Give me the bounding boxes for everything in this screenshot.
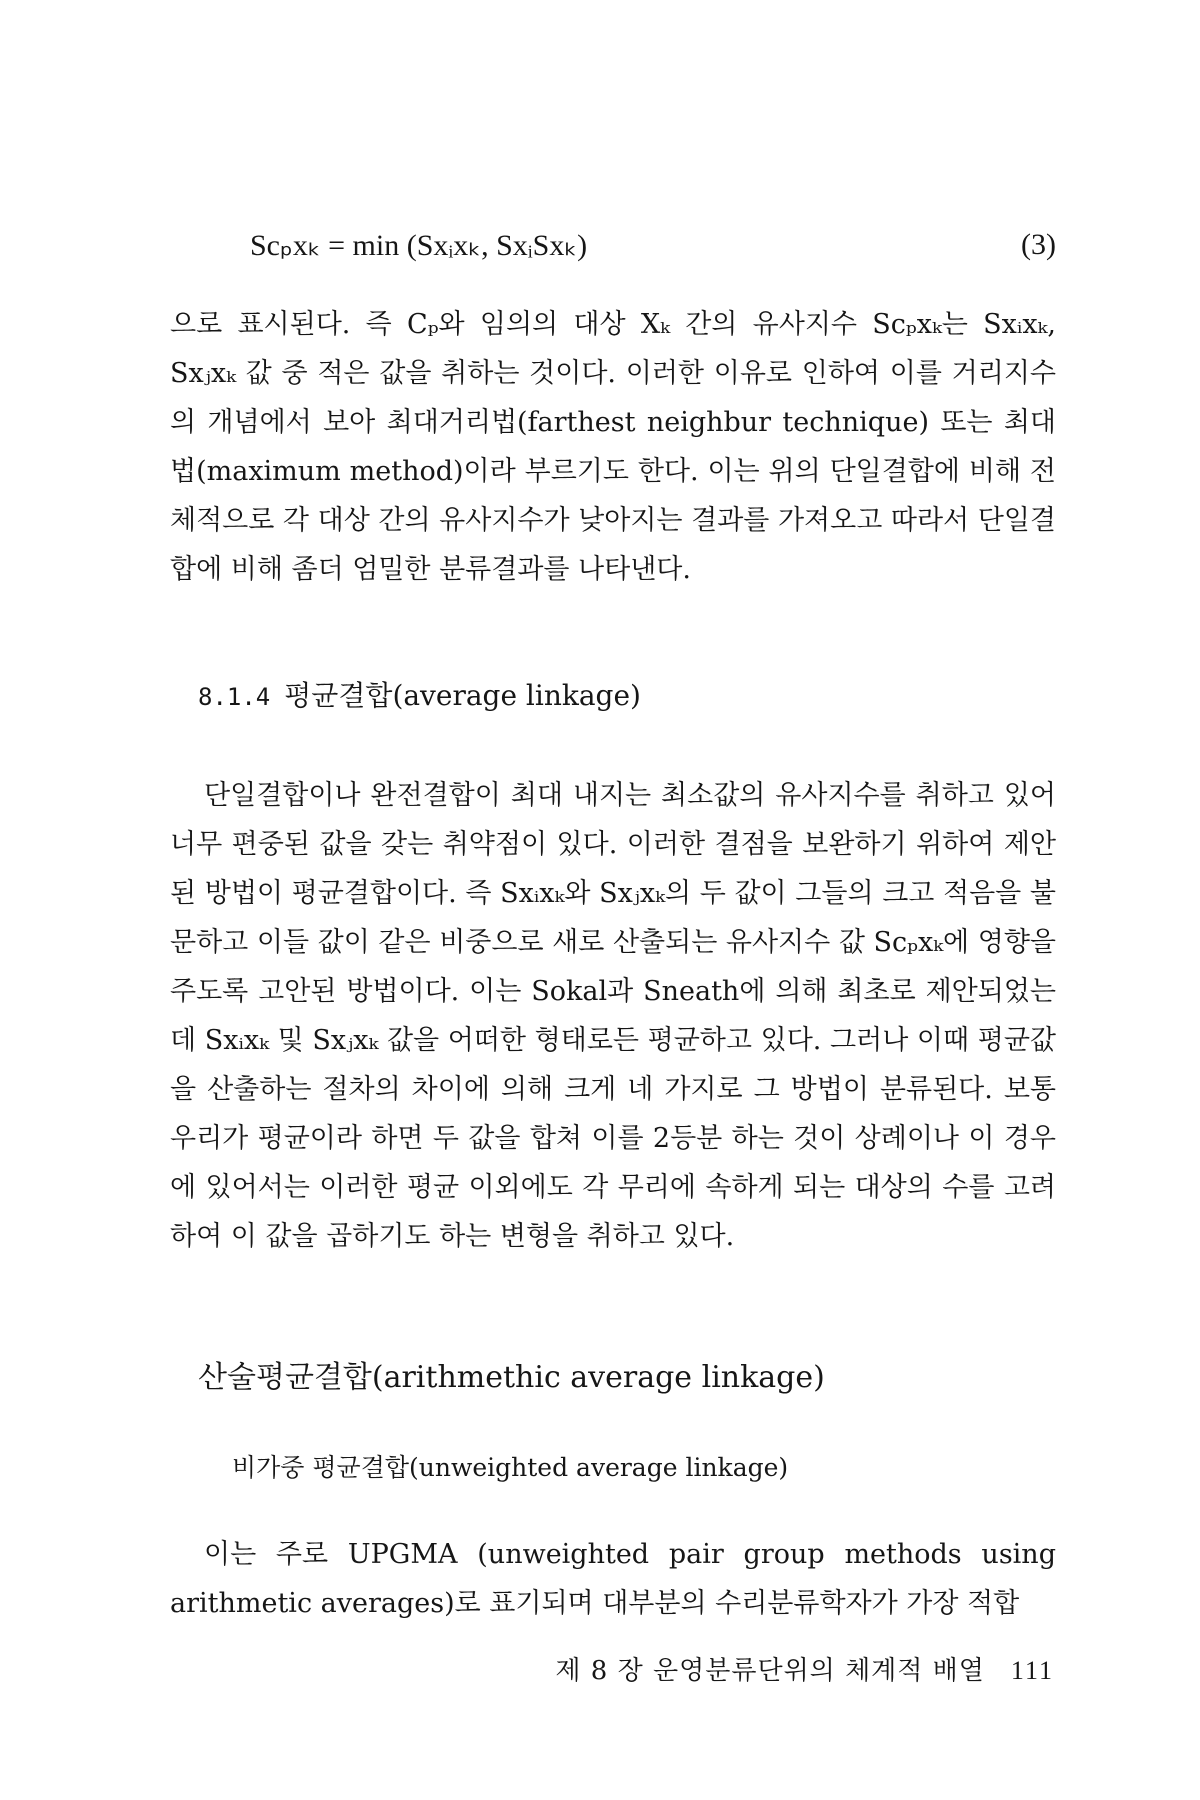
paragraph-text: 이는 주로 UPGMA (unweighted pair group methods using arithmetic averages)로 표기되며 대부분의 수리분류학자가 가장 적합 <box>170 1539 1056 1619</box>
section-title: 평균결합(average linkage) <box>284 679 641 712</box>
paragraph-text: 으로 표시된다. 즉 Cₚ와 임의의 대상 Xₖ 간의 유사지수 Scₚxₖ는 Sxᵢxₖ, Sxⱼxₖ 값 중 적은 값을 취하는 것이다. 이러한 이유로 인하여 이를 거리지수의 개념에서 보아 최대거리법(farthest neighbur technique) 또는 최대법(maximum method)이라 부르기도 한다. 이는 위의 단일결합에 비해 전체적으로 각 대상 간의 유사지수가 낮아지는 결과를 가져오고 따라서 단일결합에 비해 좀더 엄밀한 분류결과를 나타낸다. <box>170 309 1056 585</box>
page-number: 111 <box>1010 1656 1054 1685</box>
equation-3 <box>250 228 1056 263</box>
paragraph-complete-linkage <box>170 300 1056 594</box>
equation-text: Scₚxₖ = min (Sxᵢxₖ, SxᵢSxₖ) <box>250 229 588 262</box>
paragraph-upgma <box>170 1530 1056 1628</box>
chapter-title: 제 8 장 운영분류단위의 체계적 배열 <box>555 1656 985 1686</box>
section-heading <box>198 674 641 714</box>
paragraph-text: 단일결합이나 완전결합이 최대 내지는 최소값의 유사지수를 취하고 있어 너무 편중된 값을 갖는 취약점이 있다. 이러한 결점을 보완하기 위하여 제안된 방법이 평균결합이다. 즉 Sxᵢxₖ와 Sxⱼxₖ의 두 값이 그들의 크고 적음을 불문하고 이들 값이 같은 비중으로 새로 산출되는 유사지수 값 Scₚxₖ에 영향을 주도록 고안된 방법이다. 이는 Sokal과 Sneath에 의해 최초로 제안되었는데 Sxᵢxₖ 및 Sxⱼxₖ 값을 어떠한 형태로든 평균하고 있다. 그러나 이때 평균값을 산출하는 절차의 차이에 의해 크게 네 가지로 그 방법이 분류된다. 보통 우리가 평균이라 하면 두 값을 합쳐 이를 2등분 하는 것이 상례이나 이 경우에 있어서는 이러한 평균 이외에도 각 무리에 속하게 되는 대상의 수를 고려하여 이 값을 곱하기도 하는 변형을 취하고 있다. <box>170 780 1056 1252</box>
section-number: 8.1.4 <box>198 683 271 711</box>
page-footer <box>555 1650 1054 1687</box>
subheading-arithmetic-average: 산술평균결합(arithmethic average linkage) <box>198 1360 825 1395</box>
paragraph-average-linkage <box>170 771 1056 1261</box>
equation-number: (3) <box>1021 228 1056 261</box>
subheading-unweighted-average: 비가중 평균결합(unweighted average linkage) <box>232 1453 789 1482</box>
